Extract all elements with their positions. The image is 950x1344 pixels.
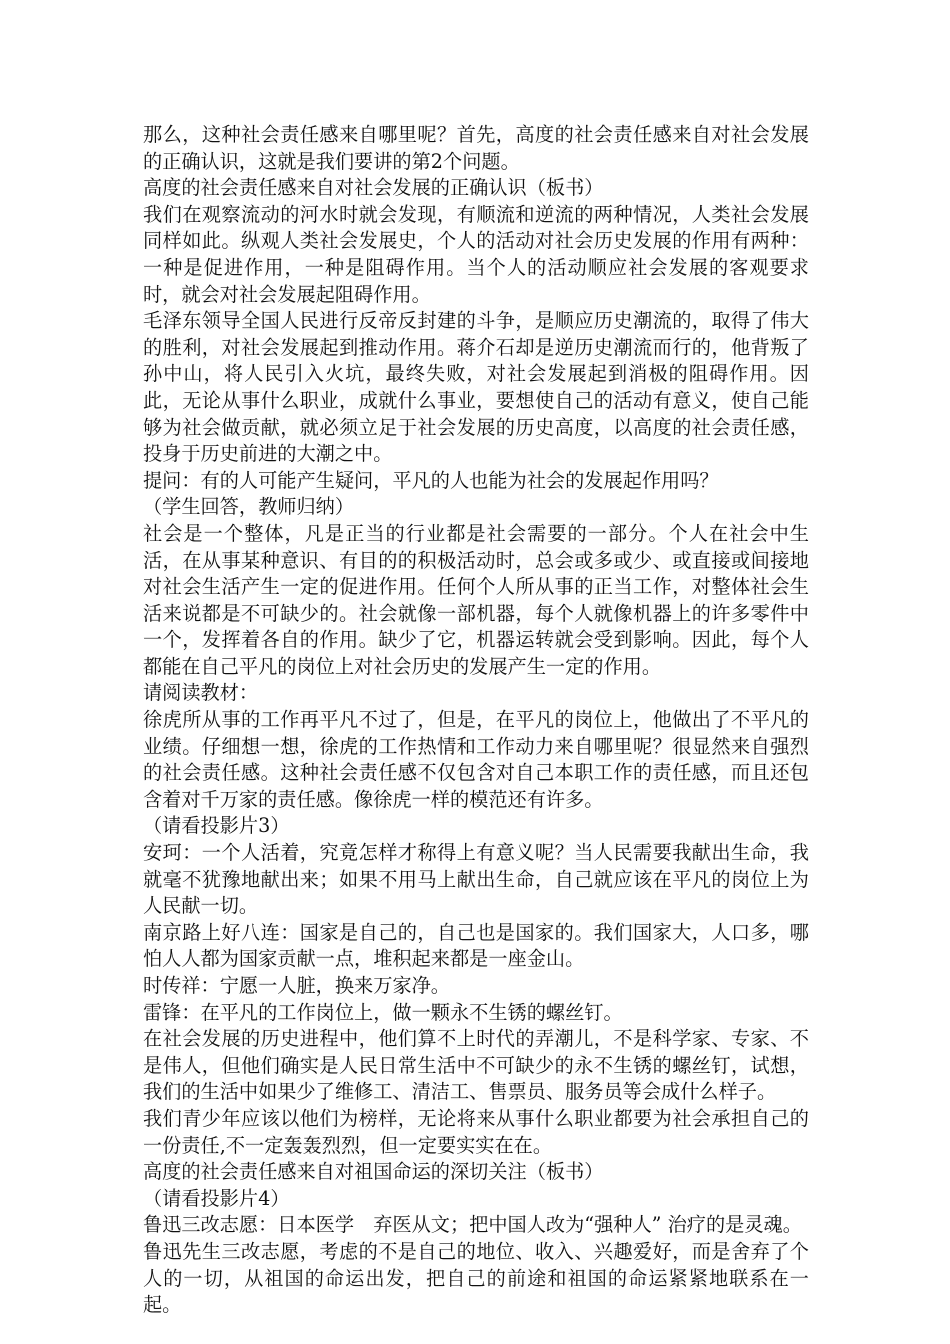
paragraph: 鲁迅三改志愿：日本医学 弃医从文；把中国人改为“强种人” 治疗的是灵魂。 [143,1213,802,1237]
paragraph: 时传祥：宁愿一人脏，换来万家净。 [143,974,450,997]
paragraph: 社会是一个整体，凡是正当的行业都是社会需要的一部分。个人在社会中生活，在从事某种意识、有目的的积极活动时，总会或多或少、或直接或间接地对社会生活产生一定的促进作用。任何个人所从事的正当工作，对整体社会生活来说都是不可缺少的。社会就像一部机器，每个人就像机器上的许多零件中一个，发挥着各自的作用。缺少了它，机器运转就会受到影响。因此，每个人都能在自己平凡的岗位上对社会历史的发展产生一定的作用。 [143,521,809,678]
paragraph: 雷锋：在平凡的工作岗位上，做一颗永不生锈的螺丝钉。 [143,1000,623,1024]
paragraph: 在社会发展的历史进程中，他们算不上时代的弄潮儿，不是科学家、专家、不是伟人，但他们确实是人民日常生活中不可缺少的永不生锈的螺丝钉，试想，我们的生活中如果少了维修工、清洁工、售票员、服务员等会成什么样子。 [143,1027,809,1104]
paragraph: 我们在观察流动的河水时就会发现，有顺流和逆流的两种情况，人类社会发展同样如此。纵观人类社会发展史，个人的活动对社会历史发展的作用有两种：一种是促进作用，一种是阻碍作用。当个人的活动顺应社会发展的客观要求时，就会对社会发展起阻碍作用。 [143,202,809,306]
paragraph: 那么，这种社会责任感来自哪里呢？首先，高度的社会责任感来自对社会发展的正确认识，这就是我们要讲的第2个问题。 [143,123,809,173]
paragraph: 南京路上好八连：国家是自己的，自己也是国家的。我们国家大，人口多，哪怕人人都为国家贡献一点，堆积起来都是一座金山。 [143,920,809,971]
paragraph: 毛泽东领导全国人民进行反帝反封建的斗争，是顺应历史潮流的，取得了伟大的胜利，对社会发展起到推动作用。蒋介石却是逆历史潮流而行的，他背叛了孙中山，将人民引入火坑，最终失败，对社会发展起到消极的阻碍作用。因此，无论从事什么职业，成就什么事业，要想使自己的活动有意义，使自己能够为社会做贡献，就必须立足于社会发展的历史高度，以高度的社会责任感，投身于历史前进的大潮之中。 [143,309,809,466]
note-line: （请看投影片3） [143,814,290,838]
section-heading: 高度的社会责任感来自对祖国命运的深切关注（板书） [143,1160,604,1184]
paragraph: 鲁迅先生三改志愿，考虑的不是自己的地位、收入、兴趣爱好，而是舍弃了个人的一切，从祖国的命运出发，把自己的前途和祖国的命运紧紧地联系在一起。 [143,1239,809,1317]
question-line: 提问：有的人可能产生疑问，平凡的人也能为社会的发展起作用吗？ [143,468,719,492]
note-line: （请看投影片4） [143,1186,290,1210]
paragraph: 徐虎所从事的工作再平凡不过了，但是，在平凡的岗位上，他做出了不平凡的业绩。仔细想一想，徐虎的工作热情和工作动力来自哪里呢？很显然来自强烈的社会责任感。这种社会责任感不仅包含对自己本职工作的责任感，而且还包含着对千万家的责任感。像徐虎一样的模范还有许多。 [143,708,809,811]
instruction-line: 请阅读教材： [143,681,259,705]
section-heading: 高度的社会责任感来自对社会发展的正确认识（板书） [143,176,604,200]
document-body [143,122,809,1319]
paragraph: 我们青少年应该以他们为榜样，无论将来从事什么职业都要为社会承担自己的一份责任,不一定轰轰烈烈，但一定要实实在在。 [143,1106,809,1157]
note-line: （学生回答，教师归纳） [143,495,355,519]
paragraph: 安珂：一个人活着，究竟怎样才称得上有意义呢？当人民需要我献出生命，我就毫不犹豫地献出来；如果不用马上献出生命，自己就应该在平凡的岗位上为人民献一切。 [143,841,809,918]
